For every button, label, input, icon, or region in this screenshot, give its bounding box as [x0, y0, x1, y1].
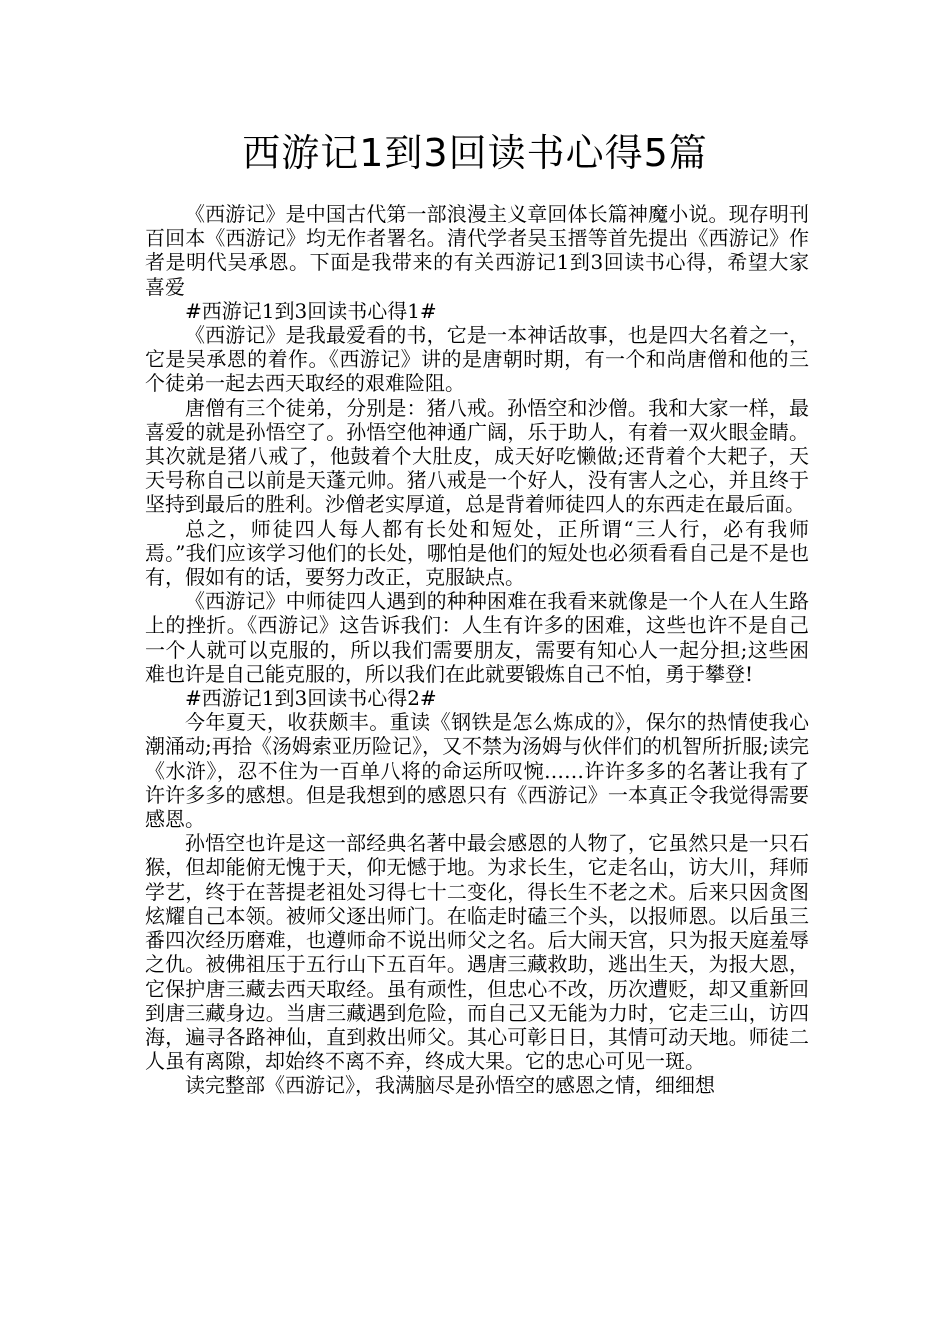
body-paragraph: 读完整部《西游记》，我满脑尽是孙悟空的感恩之情，细细想 [185, 1073, 715, 1098]
section-heading-1: #西游记1到3回读书心得1# [185, 298, 437, 323]
document-body [145, 202, 809, 1098]
intro-paragraph: 《西游记》是中国古代第一部浪漫主义章回体长篇神魔小说。现存明刊百回本《西游记》均无作者署名。清代学者吴玉搢等首先提出《西游记》作者是明代吴承恩。下面是我带来的有关西游记1到3回读书心得，希望大家喜爱 [145, 202, 809, 299]
body-paragraph: 今年夏天，收获颇丰。重读《钢铁是怎么炼成的》，保尔的热情使我心潮涌动;再拾《汤姆索亚历险记》，又不禁为汤姆与伙伴们的机智所折服;读完《水浒》，忍不住为一百单八将的命运所叹惋……许许多多的名著让我有了许许多多的感想。但是我想到的感恩只有《西游记》一本真正令我觉得需要感恩。 [145, 710, 809, 832]
body-paragraph: 《西游记》是我最爱看的书，它是一本神话故事，也是四大名着之一，它是吴承恩的着作。《西游记》讲的是唐朝时期，有一个和尚唐僧和他的三个徒弟一起去西天取经的艰难险阻。 [145, 323, 809, 396]
body-paragraph: 唐僧有三个徒弟，分别是：猪八戒。孙悟空和沙僧。我和大家一样，最喜爱的就是孙悟空了。孙悟空他神通广阔，乐于助人，有着一双火眼金睛。其次就是猪八戒了，他鼓着个大肚皮，成天好吃懒做;还背着个大耙子，天天号称自己以前是天蓬元帅。猪八戒是一个好人，没有害人之心，并且终于坚持到最后的胜利。沙僧老实厚道，总是背着师徒四人的东西走在最后面。 [145, 395, 809, 517]
section-heading-2: #西游记1到3回读书心得2# [185, 686, 437, 711]
body-paragraph: 孙悟空也许是这一部经典名著中最会感恩的人物了，它虽然只是一只石猴，但却能俯无愧于天，仰无憾于地。为求长生，它走名山，访大川，拜师学艺，终于在菩提老祖处习得七十二变化，得长生不老之术。后来只因贪图炫耀自己本领。被师父逐出师门。在临走时磕三个头，以报师恩。以后虽三番四次经历磨难，也遵师命不说出师父之名。后大闹天宫，只为报天庭羞辱之仇。被佛祖压于五行山下五百年。遇唐三藏救助，逃出生天，为报大恩，它保护唐三藏去西天取经。虽有顽性，但忠心不改，历次遭贬，却又重新回到唐三藏身边。当唐三藏遇到危险，而自己又无能为力时，它走三山，访四海，遍寻各路神仙，直到救出师父。其心可彰日日，其情可动天地。师徒二人虽有离隙，却始终不离不弃，终成大果。它的忠心可见一斑。 [145, 831, 809, 1074]
body-paragraph: 总之，师徒四人每人都有长处和短处，正所谓“三人行，必有我师焉。”我们应该学习他们的长处，哪怕是他们的短处也必须看看自己是不是也有，假如有的话，要努力改正，克服缺点。 [145, 516, 809, 590]
document-title: 西游记1到3回读书心得5篇 [242, 131, 708, 175]
body-paragraph: 《西游记》中师徒四人遇到的种种困难在我看来就像是一个人在人生路上的挫折。《西游记》这告诉我们：人生有许多的困难，这些也许不是自己一个人就可以克服的，所以我们需要朋友，需要有知心人一起分担;这些困难也许是自己能克服的，所以我们在此就要锻炼自己不怕，勇于攀登! [145, 589, 809, 686]
